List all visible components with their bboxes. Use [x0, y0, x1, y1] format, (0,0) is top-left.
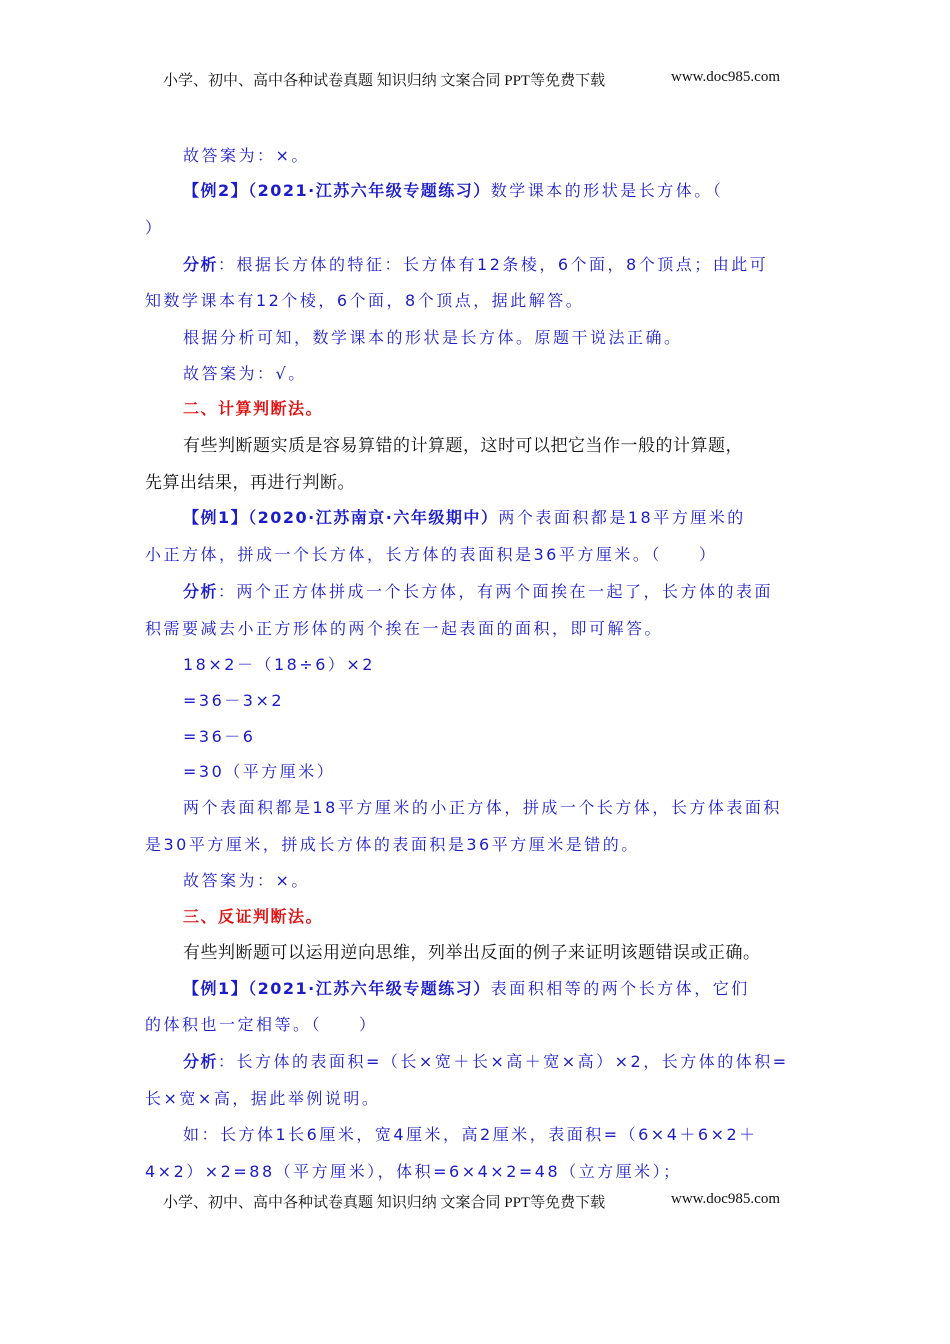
text-segment: =36－3×2 [183, 691, 285, 710]
text-segment: 故答案为：×。 [183, 871, 310, 890]
text-segment: 两个表面积都是18平方厘米的小正方体，拼成一个长方体，长方体表面积 [183, 798, 782, 817]
text-segment: =30（平方厘米） [183, 762, 336, 781]
text-line [183, 978, 750, 1000]
text-segment: ：长方体的表面积=（长×宽＋长×高＋宽×高）×2，长方体的体积= [218, 1052, 789, 1071]
text-segment: 如：长方体1长6厘米，宽4厘米，高2厘米，表面积=（6×4＋6×2＋ [183, 1125, 758, 1144]
text-line [183, 726, 255, 748]
text-segment: ：根据长方体的特征：长方体有12条棱，6个面，8个顶点；由此可 [218, 255, 769, 274]
text-line [183, 690, 284, 712]
text-segment: 知数学课本有12个棱，6个面，8个顶点，据此解答。 [145, 291, 585, 310]
bold-label: 【例1】（2021·江苏六年级专题练习） [183, 979, 491, 998]
page-footer [163, 1191, 793, 1212]
bold-label: 分析 [183, 255, 219, 274]
bold-label: 分析 [183, 1052, 219, 1071]
text-segment: 18×2－（18÷6）×2 [183, 655, 375, 674]
footer-text: 小学、初中、高中各种试卷真题 知识归纳 文案合同 PPT等免费下载 [163, 1195, 606, 1211]
text-segment: 是30平方厘米，拼成长方体的表面积是36平方厘米是错的。 [145, 835, 640, 854]
text-line [183, 1051, 789, 1073]
section-heading: 三、反证判断法。 [183, 907, 324, 926]
text-line [183, 906, 323, 928]
text-line [183, 870, 310, 892]
text-line [183, 761, 335, 783]
text-line [145, 1088, 380, 1110]
bold-label: 分析 [183, 582, 219, 601]
text-line [183, 398, 323, 420]
text-segment: ） [145, 218, 164, 237]
text-line [183, 145, 310, 167]
bold-label: 【例1】（2020·江苏南京·六年级期中） [183, 508, 499, 527]
text-line [145, 1161, 682, 1183]
text-segment: 表面积相等的两个长方体，它们 [490, 979, 750, 998]
text-segment: 先算出结果，再进行判断。 [145, 473, 355, 493]
text-segment: 根据分析可知，数学课本的形状是长方体。原题干说法正确。 [183, 328, 683, 347]
text-segment: ：两个正方体拼成一个长方体，有两个面挨在一起了，长方体的表面 [218, 582, 774, 601]
text-segment: 故答案为：√。 [183, 364, 307, 383]
text-line [183, 363, 307, 385]
text-line [183, 654, 375, 676]
text-line [183, 254, 768, 276]
text-segment: 积需要减去小正方形体的两个挨在一起表面的面积，即可解答。 [145, 619, 664, 638]
text-line [145, 290, 584, 312]
text-line [183, 942, 761, 964]
text-segment: 小正方体，拼成一个长方体，长方体的表面积是36平方厘米。（ ） [145, 545, 718, 564]
text-line [183, 797, 782, 819]
text-line [183, 180, 723, 202]
text-line [145, 544, 717, 566]
text-segment: =36－6 [183, 727, 256, 746]
text-line [145, 618, 663, 640]
text-line [145, 217, 164, 239]
text-segment: 故答案为：×。 [183, 146, 310, 165]
text-line [145, 1014, 378, 1036]
text-segment: 有些判断题可以运用逆向思维，列举出反面的例子来证明该题错误或正确。 [183, 943, 761, 963]
bold-label: 【例2】（2021·江苏六年级专题练习） [183, 181, 491, 200]
text-line [183, 327, 683, 349]
text-segment: 的体积也一定相等。（ ） [145, 1015, 378, 1034]
text-segment: 有些判断题实质是容易算错的计算题，这时可以把它当作一般的计算题， [183, 436, 743, 456]
text-segment: 4×2）×2=88（平方厘米），体积=6×4×2=48（立方厘米）； [145, 1162, 682, 1181]
text-line [183, 507, 746, 529]
text-line [183, 1124, 758, 1146]
text-segment: 长×宽×高，据此举例说明。 [145, 1089, 381, 1108]
text-segment: 两个表面积都是18平方厘米的 [498, 508, 746, 527]
header-text: 小学、初中、高中各种试卷真题 知识归纳 文案合同 PPT等免费下载 [163, 73, 606, 89]
text-line [145, 472, 355, 494]
text-line [183, 581, 773, 603]
text-line [183, 435, 743, 457]
section-heading: 二、计算判断法。 [183, 399, 324, 418]
header-site: www.doc985.com [671, 69, 781, 85]
text-line [145, 834, 640, 856]
footer-site: www.doc985.com [671, 1191, 781, 1207]
text-segment: 数学课本的形状是长方体。（ [490, 181, 724, 200]
page-header [163, 69, 793, 90]
